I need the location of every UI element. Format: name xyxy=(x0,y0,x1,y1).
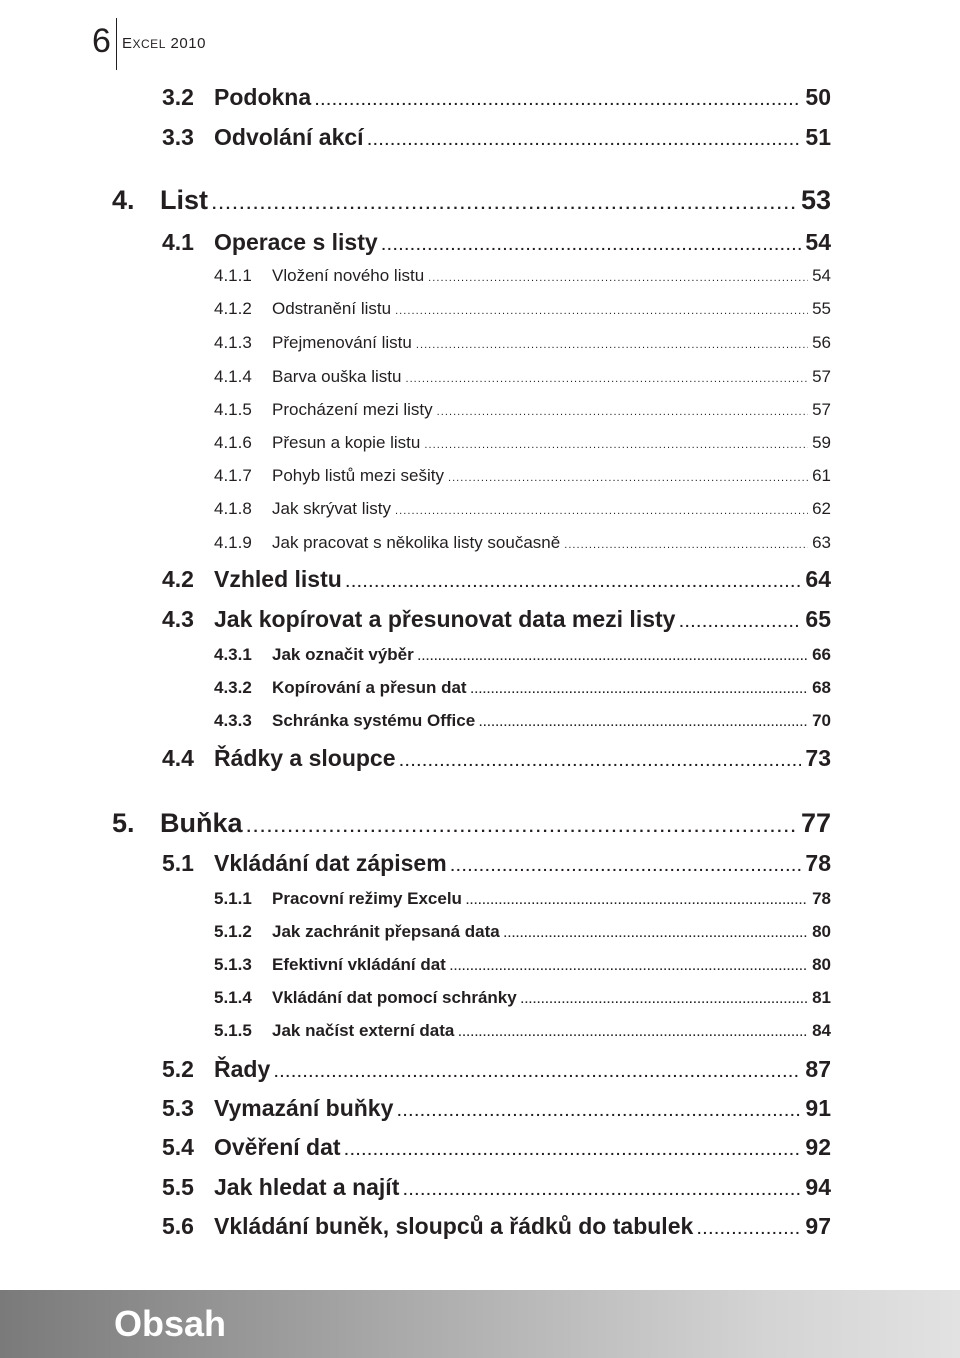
toc-leader-dots xyxy=(418,651,808,663)
toc-entry-page: 63 xyxy=(812,533,831,552)
toc-entry-number: 5.1.2 xyxy=(214,922,252,941)
toc-subentry xyxy=(214,499,831,519)
toc-subentry xyxy=(214,711,831,731)
toc-entry xyxy=(162,566,831,593)
toc-entry-title: Pohyb listů mezi sešity xyxy=(272,466,444,485)
toc-leader-dots xyxy=(345,1142,802,1158)
toc-leader-dots xyxy=(679,614,801,630)
toc-entry-page: 78 xyxy=(812,889,831,908)
section-label: Obsah xyxy=(114,1303,227,1344)
toc-subentry xyxy=(214,400,831,420)
toc-entry xyxy=(162,84,831,111)
toc-entry-number: 4.1.4 xyxy=(214,367,252,386)
toc-leader-dots xyxy=(424,439,808,451)
toc-entry xyxy=(162,1095,831,1122)
toc-entry-page: 70 xyxy=(812,711,831,730)
toc-entry-number: 5.4 xyxy=(162,1134,194,1160)
toc-leader-dots xyxy=(437,406,808,418)
toc-entry-page: 50 xyxy=(805,84,831,110)
toc-entry-page: 55 xyxy=(812,299,831,318)
toc-entry-number: 4.4 xyxy=(162,745,194,771)
toc-leader-dots xyxy=(405,373,808,385)
toc-subentry xyxy=(214,367,831,387)
toc-subentry xyxy=(214,466,831,486)
toc-subentry xyxy=(214,433,831,453)
toc-entry-page: 64 xyxy=(805,566,831,592)
toc-entry-page: 56 xyxy=(812,333,831,352)
toc-entry xyxy=(162,124,831,151)
toc-entry-page: 61 xyxy=(812,466,831,485)
toc-entry-number: 5.5 xyxy=(162,1174,194,1200)
toc-entry-title: Operace s listy xyxy=(214,229,378,255)
toc-entry-title: Jak načíst externí data xyxy=(272,1021,455,1040)
toc-entry-number: 5.3 xyxy=(162,1095,194,1121)
toc-entry-page: 54 xyxy=(812,266,831,285)
toc-leader-dots xyxy=(397,1103,801,1119)
book-title-smallcaps: XCEL xyxy=(132,37,166,51)
toc-entry-number: 4.1.5 xyxy=(214,400,252,419)
footer-band xyxy=(0,1290,960,1358)
toc-entry-title: Řady xyxy=(214,1056,271,1082)
toc-entry xyxy=(162,606,831,633)
toc-entry xyxy=(162,1174,831,1201)
toc-entry-title: Vkládání buněk, sloupců a řádků do tabulek xyxy=(214,1213,694,1239)
toc-leader-dots xyxy=(382,237,802,253)
toc-entry-title: Jak pracovat s několika listy současně xyxy=(272,533,561,552)
book-title-year: 2010 xyxy=(170,35,206,52)
toc-leader-dots xyxy=(451,858,802,874)
toc-entry xyxy=(162,1056,831,1083)
toc-entry-title: Odvolání akcí xyxy=(214,124,364,150)
toc-leader-dots xyxy=(403,1182,801,1198)
toc-entry-title: Procházení mezi listy xyxy=(272,400,433,419)
toc-leader-dots xyxy=(466,895,808,907)
toc-entry-number: 3.3 xyxy=(162,124,194,150)
page-number: 6 xyxy=(92,22,111,60)
toc-entry-page: 73 xyxy=(805,745,831,771)
toc-entry-title: Kopírování a přesun dat xyxy=(272,678,467,697)
toc-entry-page: 53 xyxy=(800,185,831,215)
toc-entry-page: 57 xyxy=(812,400,831,419)
toc-entry-title: Jak skrývat listy xyxy=(272,499,392,518)
toc-entry-page: 77 xyxy=(800,808,831,838)
toc-entry-title: Odstranění listu xyxy=(272,299,392,318)
toc-entry-page: 84 xyxy=(812,1021,831,1040)
toc-leader-dots xyxy=(479,717,808,729)
toc-entry-title: Buňka xyxy=(160,808,243,838)
toc-entry-number: 5.1.3 xyxy=(214,955,252,974)
toc-entry-title: Vložení nového listu xyxy=(272,266,425,285)
toc-entry-page: 59 xyxy=(812,433,831,452)
toc-entry-title: Barva ouška listu xyxy=(272,367,402,386)
toc-entry-page: 81 xyxy=(812,988,831,1007)
toc-leader-dots xyxy=(395,305,808,317)
toc-leader-dots xyxy=(315,92,801,108)
toc-entry-number: 4.1.9 xyxy=(214,533,252,552)
toc-entry-number: 4.3 xyxy=(162,606,194,632)
toc-entry-page: 68 xyxy=(812,678,831,697)
toc-entry-title: Podokna xyxy=(214,84,312,110)
toc-entry-title: Schránka systému Office xyxy=(272,711,476,730)
toc-entry-number: 5.1.1 xyxy=(214,889,252,908)
toc-entry-page: 80 xyxy=(812,922,831,941)
toc-entry-number: 4.3.1 xyxy=(214,645,252,664)
toc-entry-title: Efektivní vkládání dat xyxy=(272,955,446,974)
toc-subentry xyxy=(214,889,831,909)
toc-entry-number: 4.3.2 xyxy=(214,678,252,697)
toc-entry-page: 54 xyxy=(805,229,831,255)
book-title xyxy=(122,35,206,53)
toc-entry-number: 5.6 xyxy=(162,1213,194,1239)
toc-entry-page: 87 xyxy=(805,1056,831,1082)
toc-entry-number: 4.1.7 xyxy=(214,466,252,485)
toc-entry-number: 4.1 xyxy=(162,229,194,255)
toc-entry-title: Vkládání dat pomocí schránky xyxy=(272,988,517,1007)
toc-leader-dots xyxy=(416,339,808,351)
toc-entry-page: 78 xyxy=(805,850,831,876)
toc-leader-dots xyxy=(521,994,808,1006)
toc-entry-number: 4.2 xyxy=(162,566,194,592)
toc-entry-number: 3.2 xyxy=(162,84,194,110)
toc-chapter xyxy=(112,185,831,216)
toc-entry xyxy=(162,850,831,877)
toc-subentry xyxy=(214,266,831,286)
toc-subentry xyxy=(214,299,831,319)
toc-entry-number: 5.1.4 xyxy=(214,988,252,1007)
toc-entry-page: 57 xyxy=(812,367,831,386)
toc-entry-page: 97 xyxy=(805,1213,831,1239)
toc-leader-dots xyxy=(274,1064,801,1080)
book-title-initial: E xyxy=(122,35,133,52)
toc-entry-title: Pracovní režimy Excelu xyxy=(272,889,462,908)
toc-entry-title: Vzhled listu xyxy=(214,566,342,592)
toc-entry-number: 4.1.6 xyxy=(214,433,252,452)
toc-entry-number: 4.1.1 xyxy=(214,266,252,285)
toc-entry-title: Jak označit výběr xyxy=(272,645,414,664)
toc-entry-number: 4.3.3 xyxy=(214,711,252,730)
toc-chapter xyxy=(112,808,831,839)
header-divider xyxy=(116,18,117,70)
toc-entry xyxy=(162,229,831,256)
toc-leader-dots xyxy=(346,574,802,590)
toc-subentry xyxy=(214,988,831,1008)
toc-leader-dots xyxy=(368,132,802,148)
toc-leader-dots xyxy=(564,539,808,551)
toc-entry-page: 51 xyxy=(805,124,831,150)
toc-entry-title: Ověření dat xyxy=(214,1134,341,1160)
toc-entry-number: 4. xyxy=(112,185,135,215)
toc-entry-number: 5. xyxy=(112,808,135,838)
toc-subentry xyxy=(214,922,831,942)
toc-entry xyxy=(162,1213,831,1240)
toc-entry-page: 91 xyxy=(805,1095,831,1121)
toc-subentry xyxy=(214,678,831,698)
toc-entry-number: 4.1.8 xyxy=(214,499,252,518)
toc-subentry xyxy=(214,645,831,665)
toc-leader-dots xyxy=(247,819,797,837)
toc-subentry xyxy=(214,533,831,553)
toc-entry-title: Jak kopírovat a přesunovat data mezi listy xyxy=(214,606,676,632)
toc-entry-page: 65 xyxy=(805,606,831,632)
toc-entry-title: Jak zachránit přepsaná data xyxy=(272,922,500,941)
toc-entry-number: 5.1 xyxy=(162,850,194,876)
toc-entry-page: 80 xyxy=(812,955,831,974)
toc-leader-dots xyxy=(450,961,808,973)
toc-leader-dots xyxy=(504,928,808,940)
toc-entry-number: 5.2 xyxy=(162,1056,194,1082)
toc-entry xyxy=(162,1134,831,1161)
toc-entry-page: 92 xyxy=(805,1134,831,1160)
toc-entry-title: Přejmenování listu xyxy=(272,333,412,352)
toc-subentry xyxy=(214,955,831,975)
toc-leader-dots xyxy=(428,272,808,284)
toc-entry xyxy=(162,745,831,772)
toc-entry-title: Řádky a sloupce xyxy=(214,745,396,771)
toc-entry-title: Vkládání dat zápisem xyxy=(214,850,447,876)
toc-entry-title: Přesun a kopie listu xyxy=(272,433,421,452)
toc-leader-dots xyxy=(395,505,808,517)
toc-subentry xyxy=(214,1021,831,1041)
toc-leader-dots xyxy=(471,684,808,696)
toc-entry-number: 5.1.5 xyxy=(214,1021,252,1040)
toc-entry-title: Vymazání buňky xyxy=(214,1095,394,1121)
toc-entry-number: 4.1.3 xyxy=(214,333,252,352)
toc-leader-dots xyxy=(458,1027,808,1039)
toc-entry-page: 62 xyxy=(812,499,831,518)
toc-leader-dots xyxy=(212,196,797,214)
toc-entry-page: 66 xyxy=(812,645,831,664)
toc-entry-title: List xyxy=(160,185,209,215)
toc-leader-dots xyxy=(697,1221,801,1237)
toc-entry-number: 4.1.2 xyxy=(214,299,252,318)
toc-subentry xyxy=(214,333,831,353)
toc-leader-dots xyxy=(400,753,802,769)
toc-entry-title: Jak hledat a najít xyxy=(214,1174,400,1200)
toc-leader-dots xyxy=(448,472,808,484)
toc-entry-page: 94 xyxy=(805,1174,831,1200)
